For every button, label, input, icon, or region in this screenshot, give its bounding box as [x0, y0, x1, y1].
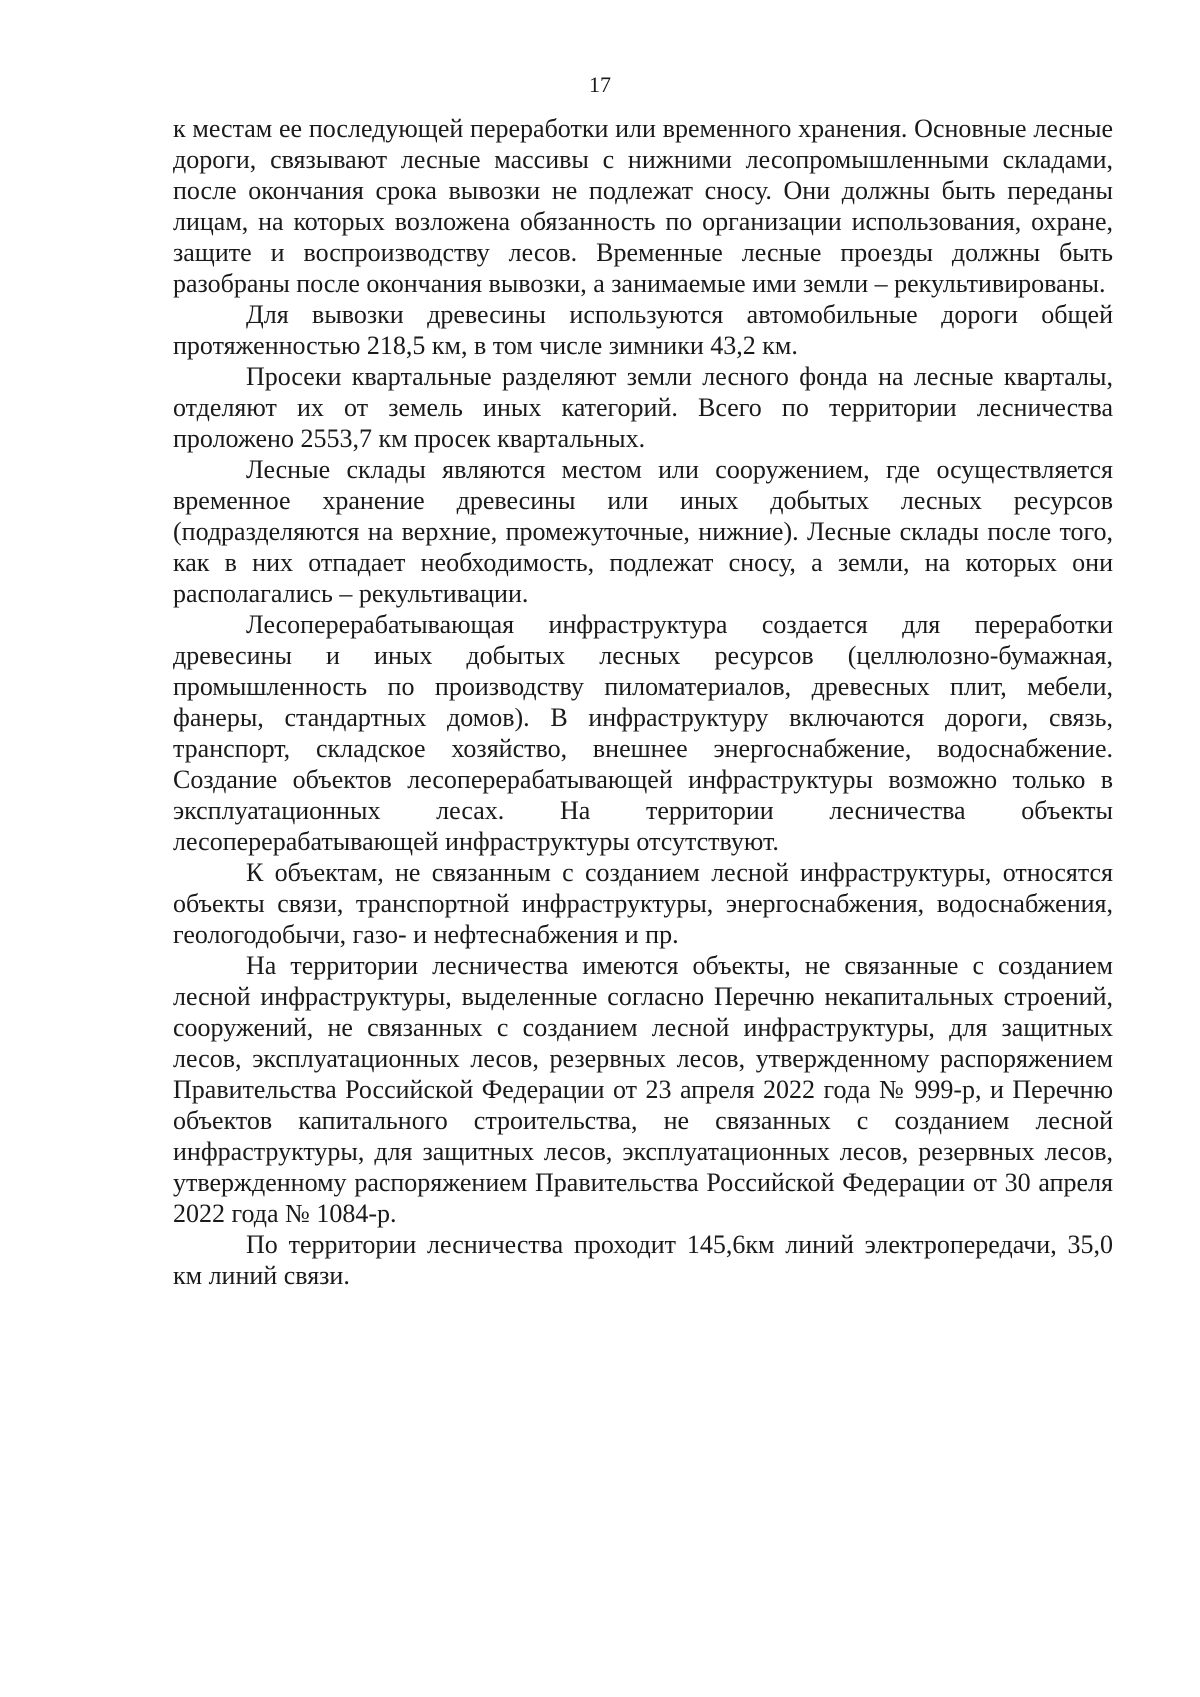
paragraph-power-lines: По территории лесничества проходит 145,6км линий электропередачи, 35,0 км линий связи. — [173, 1230, 1113, 1290]
paragraph-processing-infrastructure: Лесоперерабатывающая инфраструктура создается для переработки древесины и иных добытых лесных ресурсов (целлюлозно-бумажная, промышленность по производству пиломатериалов, древесных плит, мебели, фанеры, стандартных домов). В инфраструктуру включаются дороги, связь, транспорт, складское хозяйство, внешнее энергоснабжение, водоснабжение. Создание объектов лесоперерабатывающей инфраструктуры возможно только в эксплуатационных лесах. На территории лесничества объекты лесоперерабатывающей инфраструктуры отсутствуют. — [173, 610, 1113, 856]
paragraph-government-lists: На территории лесничества имеются объекты, не связанные с созданием лесной инфраструктуры, выделенные согласно Перечню некапитальных строений, сооружений, не связанных с созданием лесной инфраструктуры, для защитных лесов, эксплуатационных лесов, резервных лесов, утвержденному распоряжением Правительства Российской Федерации от 23 апреля 2022 года № 999-р, и Перечню объектов капитального строительства, не связанных с созданием лесной инфраструктуры, для защитных лесов, эксплуатационных лесов, резервных лесов, утвержденному распоряжением Правительства Российской Федерации от 30 апреля 2022 года № 1084-р. — [173, 951, 1113, 1228]
document-body — [173, 113, 1113, 1291]
paragraph-forest-warehouses: Лесные склады являются местом или сооружением, где осуществляется временное хранение древесины или иных добытых лесных ресурсов (подразделяются на верхние, промежуточные, нижние). Лесные склады после того, как в них отпадает необходимость, подлежат сносу, а земли, на которых они располагались – рекультивации. — [173, 455, 1113, 608]
paragraph-timber-roads: Для вывозки древесины используются автомобильные дороги общей протяженностью 218,5 км, в том числе зимники 43,2 км. — [173, 300, 1113, 360]
paragraph-quarter-clearings: Просеки квартальные разделяют земли лесного фонда на лесные кварталы, отделяют их от земель иных категорий. Всего по территории лесничества проложено 2553,7 км просек квартальных. — [173, 362, 1113, 453]
page-number: 17 — [589, 72, 611, 97]
paragraph-non-forest-objects: К объектам, не связанным с созданием лесной инфраструктуры, относятся объекты связи, транспортной инфраструктуры, энергоснабжения, водоснабжения, геологодобычи, газо- и нефтеснабжения и пр. — [173, 858, 1113, 949]
paragraph-road-continuation: к местам ее последующей переработки или временного хранения. Основные лесные дороги, связывают лесные массивы с нижними лесопромышленными складами, после окончания срока вывозки не подлежат сносу. Они должны быть переданы лицам, на которых возложена обязанность по организации использования, охране, защите и воспроизводству лесов. Временные лесные проезды должны быть разобраны после окончания вывозки, а занимаемые ими земли – рекультивированы. — [173, 114, 1113, 298]
